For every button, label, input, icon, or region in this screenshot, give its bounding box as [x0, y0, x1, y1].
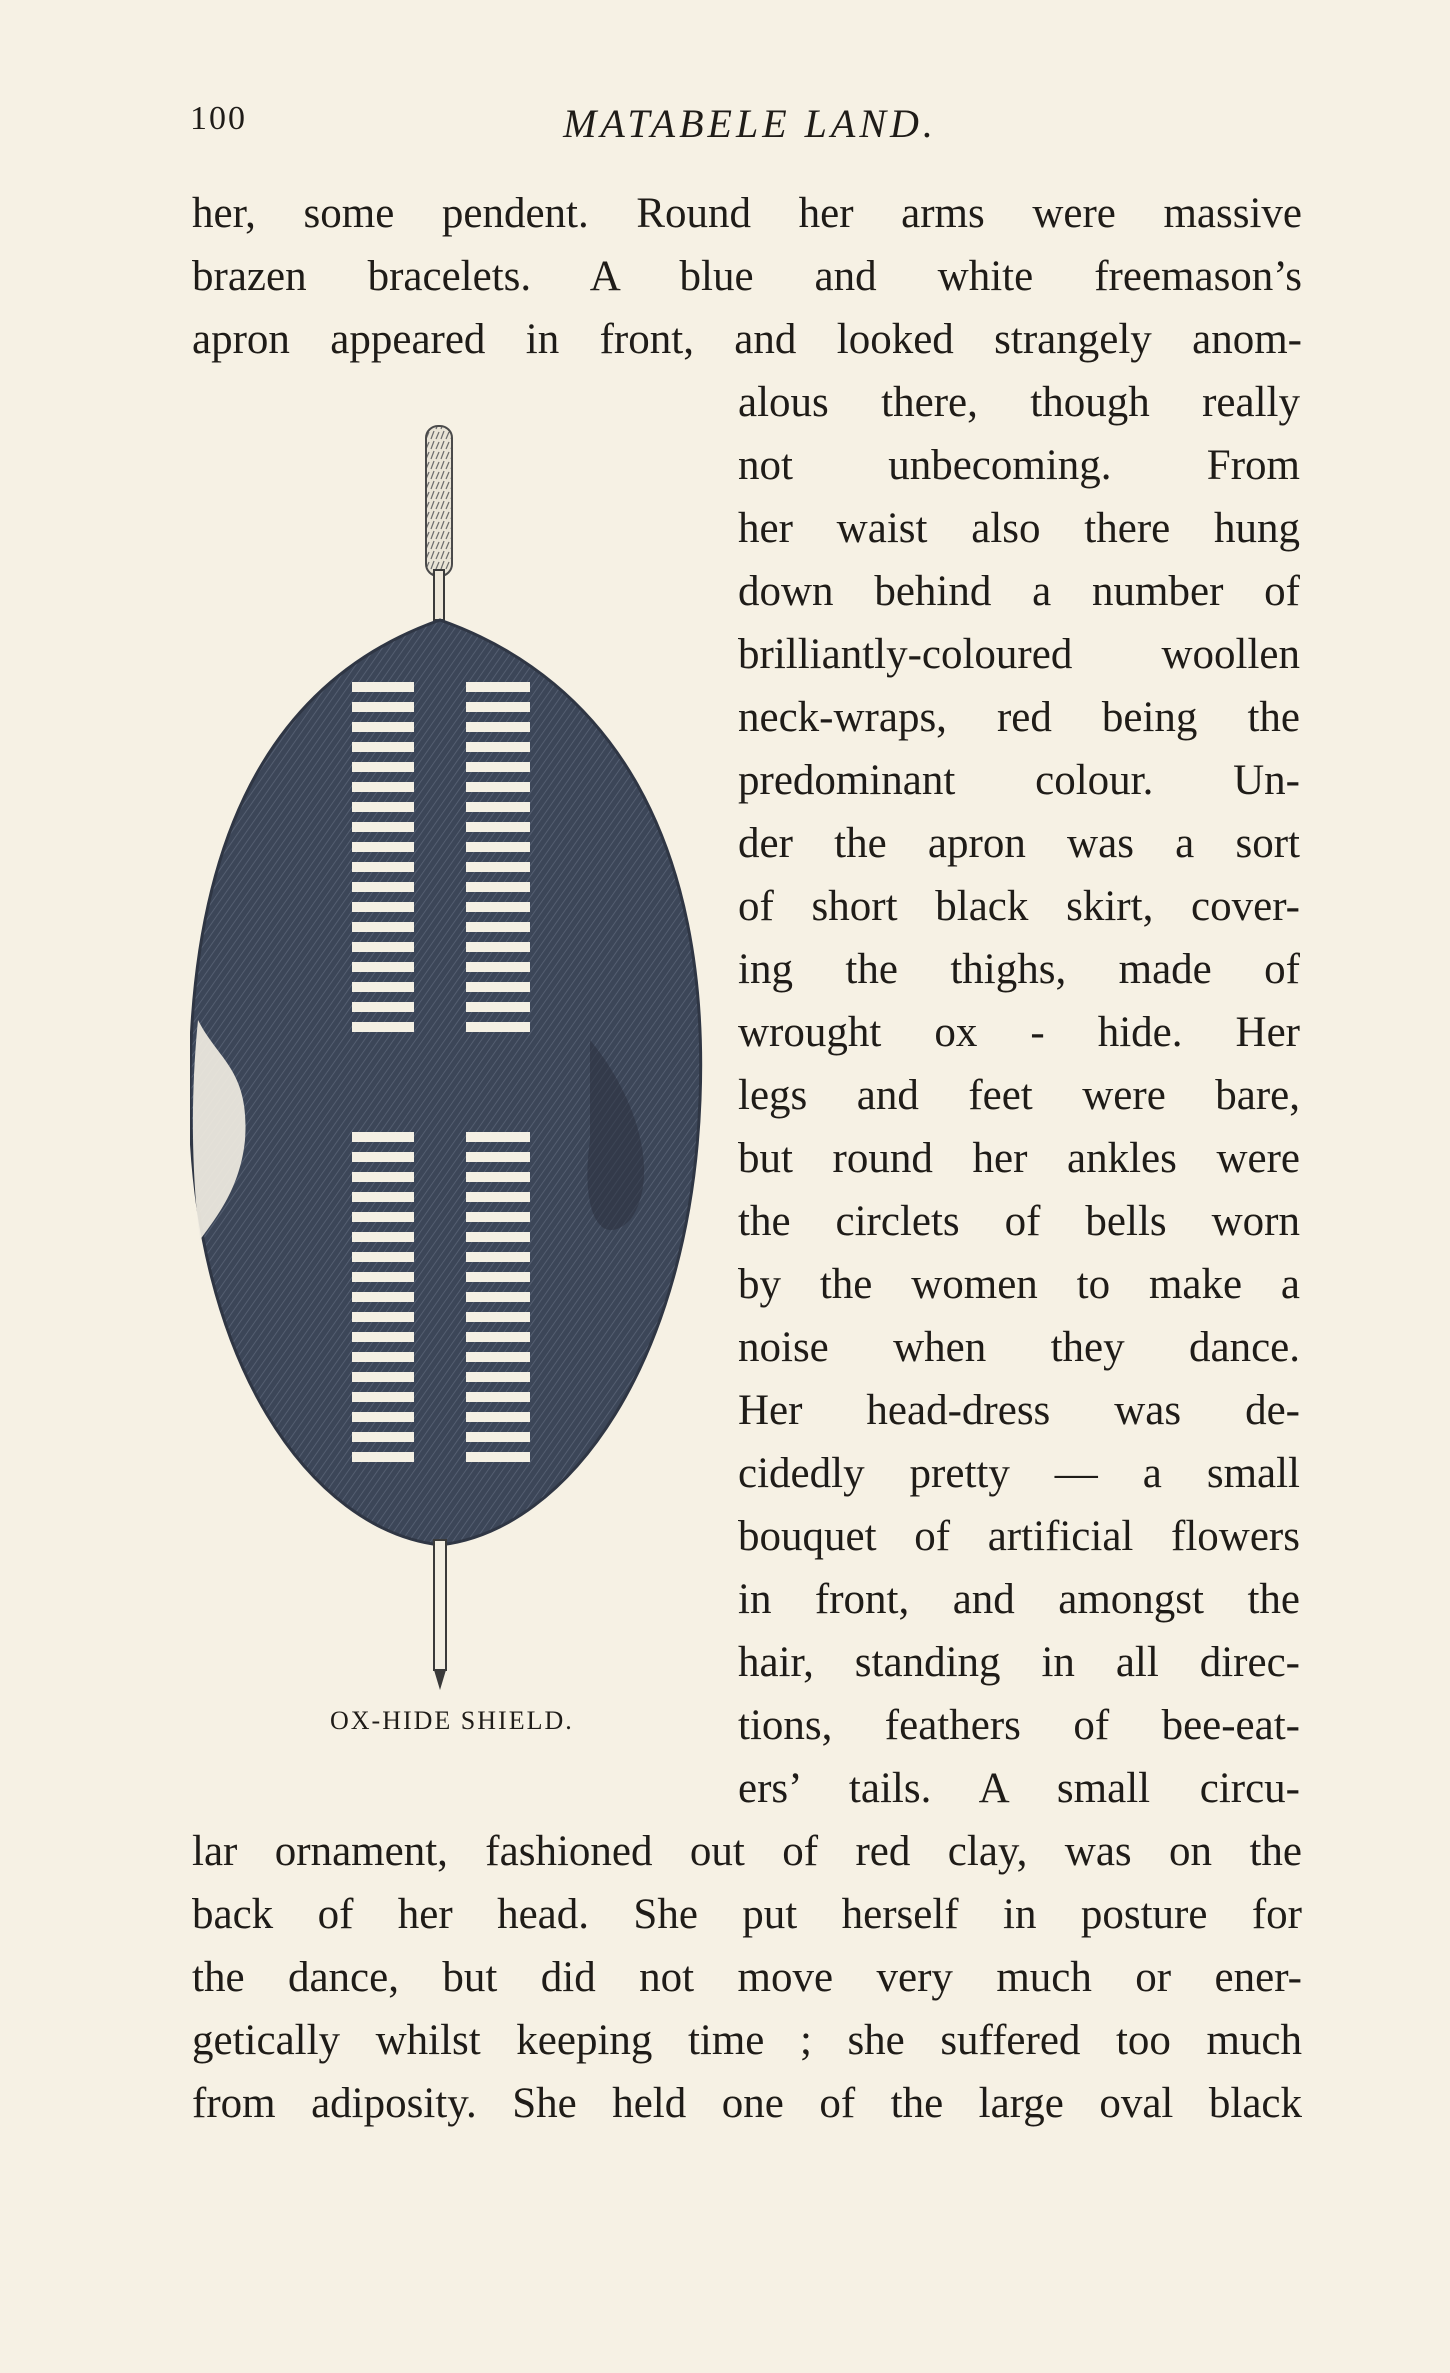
- text-line: ing the thighs, made of: [738, 946, 1300, 993]
- text-line: alous there, though really: [738, 379, 1300, 426]
- text-line: her waist also there hung: [738, 505, 1300, 552]
- text-line: wrought ox - hide. Her: [738, 1009, 1300, 1056]
- text-line: down behind a number of: [738, 568, 1300, 615]
- text-line: legs and feet were bare,: [738, 1072, 1300, 1119]
- text-line: cidedly pretty — a small: [738, 1450, 1300, 1497]
- text-line: predominant colour. Un-: [738, 757, 1300, 804]
- text-line: the circlets of bells worn: [738, 1198, 1300, 1245]
- figure-caption: OX-HIDE SHIELD.: [330, 1706, 574, 1735]
- text-line: getically whilst keeping time ; she suffered too much: [192, 2017, 1302, 2064]
- text-line: not unbecoming. From: [738, 442, 1300, 489]
- text-line: in front, and amongst the: [738, 1576, 1300, 1623]
- text-line: brilliantly-coloured woollen: [738, 631, 1300, 678]
- text-line: the dance, but did not move very much or ener-: [192, 1954, 1302, 2001]
- text-line: Her head-dress was de-: [738, 1387, 1300, 1434]
- ox-hide-shield-illustration: [190, 420, 720, 1700]
- text-line: by the women to make a: [738, 1261, 1300, 1308]
- text-line: ers’ tails. A small circu-: [738, 1765, 1300, 1812]
- text-line: of short black skirt, cover-: [738, 883, 1300, 930]
- page-header: [190, 100, 1310, 156]
- text-line: hair, standing in all direc-: [738, 1639, 1300, 1686]
- running-head: MATABELE LAND.: [563, 101, 937, 146]
- text-line: brazen bracelets. A blue and white freemason’s: [192, 253, 1302, 300]
- text-line: from adiposity. She held one of the large oval black: [192, 2080, 1302, 2127]
- text-line: noise when they dance.: [738, 1324, 1300, 1371]
- text-line: apron appeared in front, and looked strangely anom-: [192, 316, 1302, 363]
- text-line: neck-wraps, red being the: [738, 694, 1300, 741]
- shield-icon: [190, 420, 720, 1700]
- text-line: but round her ankles were: [738, 1135, 1300, 1182]
- text-line: bouquet of artificial flowers: [738, 1513, 1300, 1560]
- page-number: 100: [190, 100, 247, 137]
- text-line: lar ornament, fashioned out of red clay, was on the: [192, 1828, 1302, 1875]
- text-line: her, some pendent. Round her arms were massive: [192, 190, 1302, 237]
- text-line: der the apron was a sort: [738, 820, 1300, 867]
- text-line: back of her head. She put herself in posture for: [192, 1891, 1302, 1938]
- text-line: tions, feathers of bee-eat-: [738, 1702, 1300, 1749]
